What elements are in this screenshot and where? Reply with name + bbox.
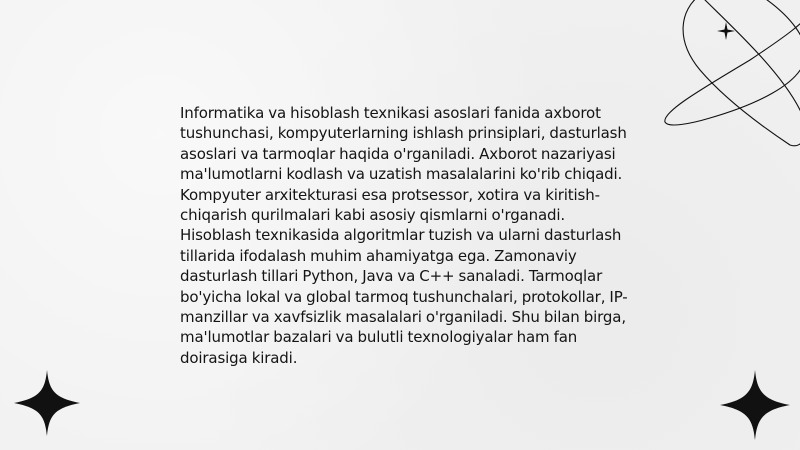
- orbit-lines-icon: [660, 0, 800, 150]
- four-point-star-icon: [14, 370, 80, 436]
- sparkle-icon: [717, 22, 735, 40]
- body-paragraph: Informatika va hisoblash texnikasi asoslari fanida axborot tushunchasi, kompyuterlarning ishlash prinsiplari, dasturlash asoslari va tarmoqlar haqida o'rganiladi. Axborot nazariyasi ma'lumotlarni kodlash va uzatish masalalarini ko'rib chiqadi. Kompyuter arxitekturasi esa protsessor, xotira va kiritish-chiqarish qurilmalari kabi asosiy qismlarni o'rganadi. Hisoblash texnikasida algoritmlar tuzish va ularni dasturlash tillarida ifodalash muhim ahamiyatga ega. Zamonaviy dasturlash tillari Python, Java va C++ sanaladi. Tarmoqlar bo'yicha lokal va global tarmoq tushunchalari, protokollar, IP-manzillar va xavfsizlik masalalari o'rganiladi. Shu bilan birga, ma'lumotlar bazalari va bulutli texnologiyalar ham fan doirasiga kiradi.: [180, 104, 628, 367]
- four-point-star-icon: [720, 370, 790, 440]
